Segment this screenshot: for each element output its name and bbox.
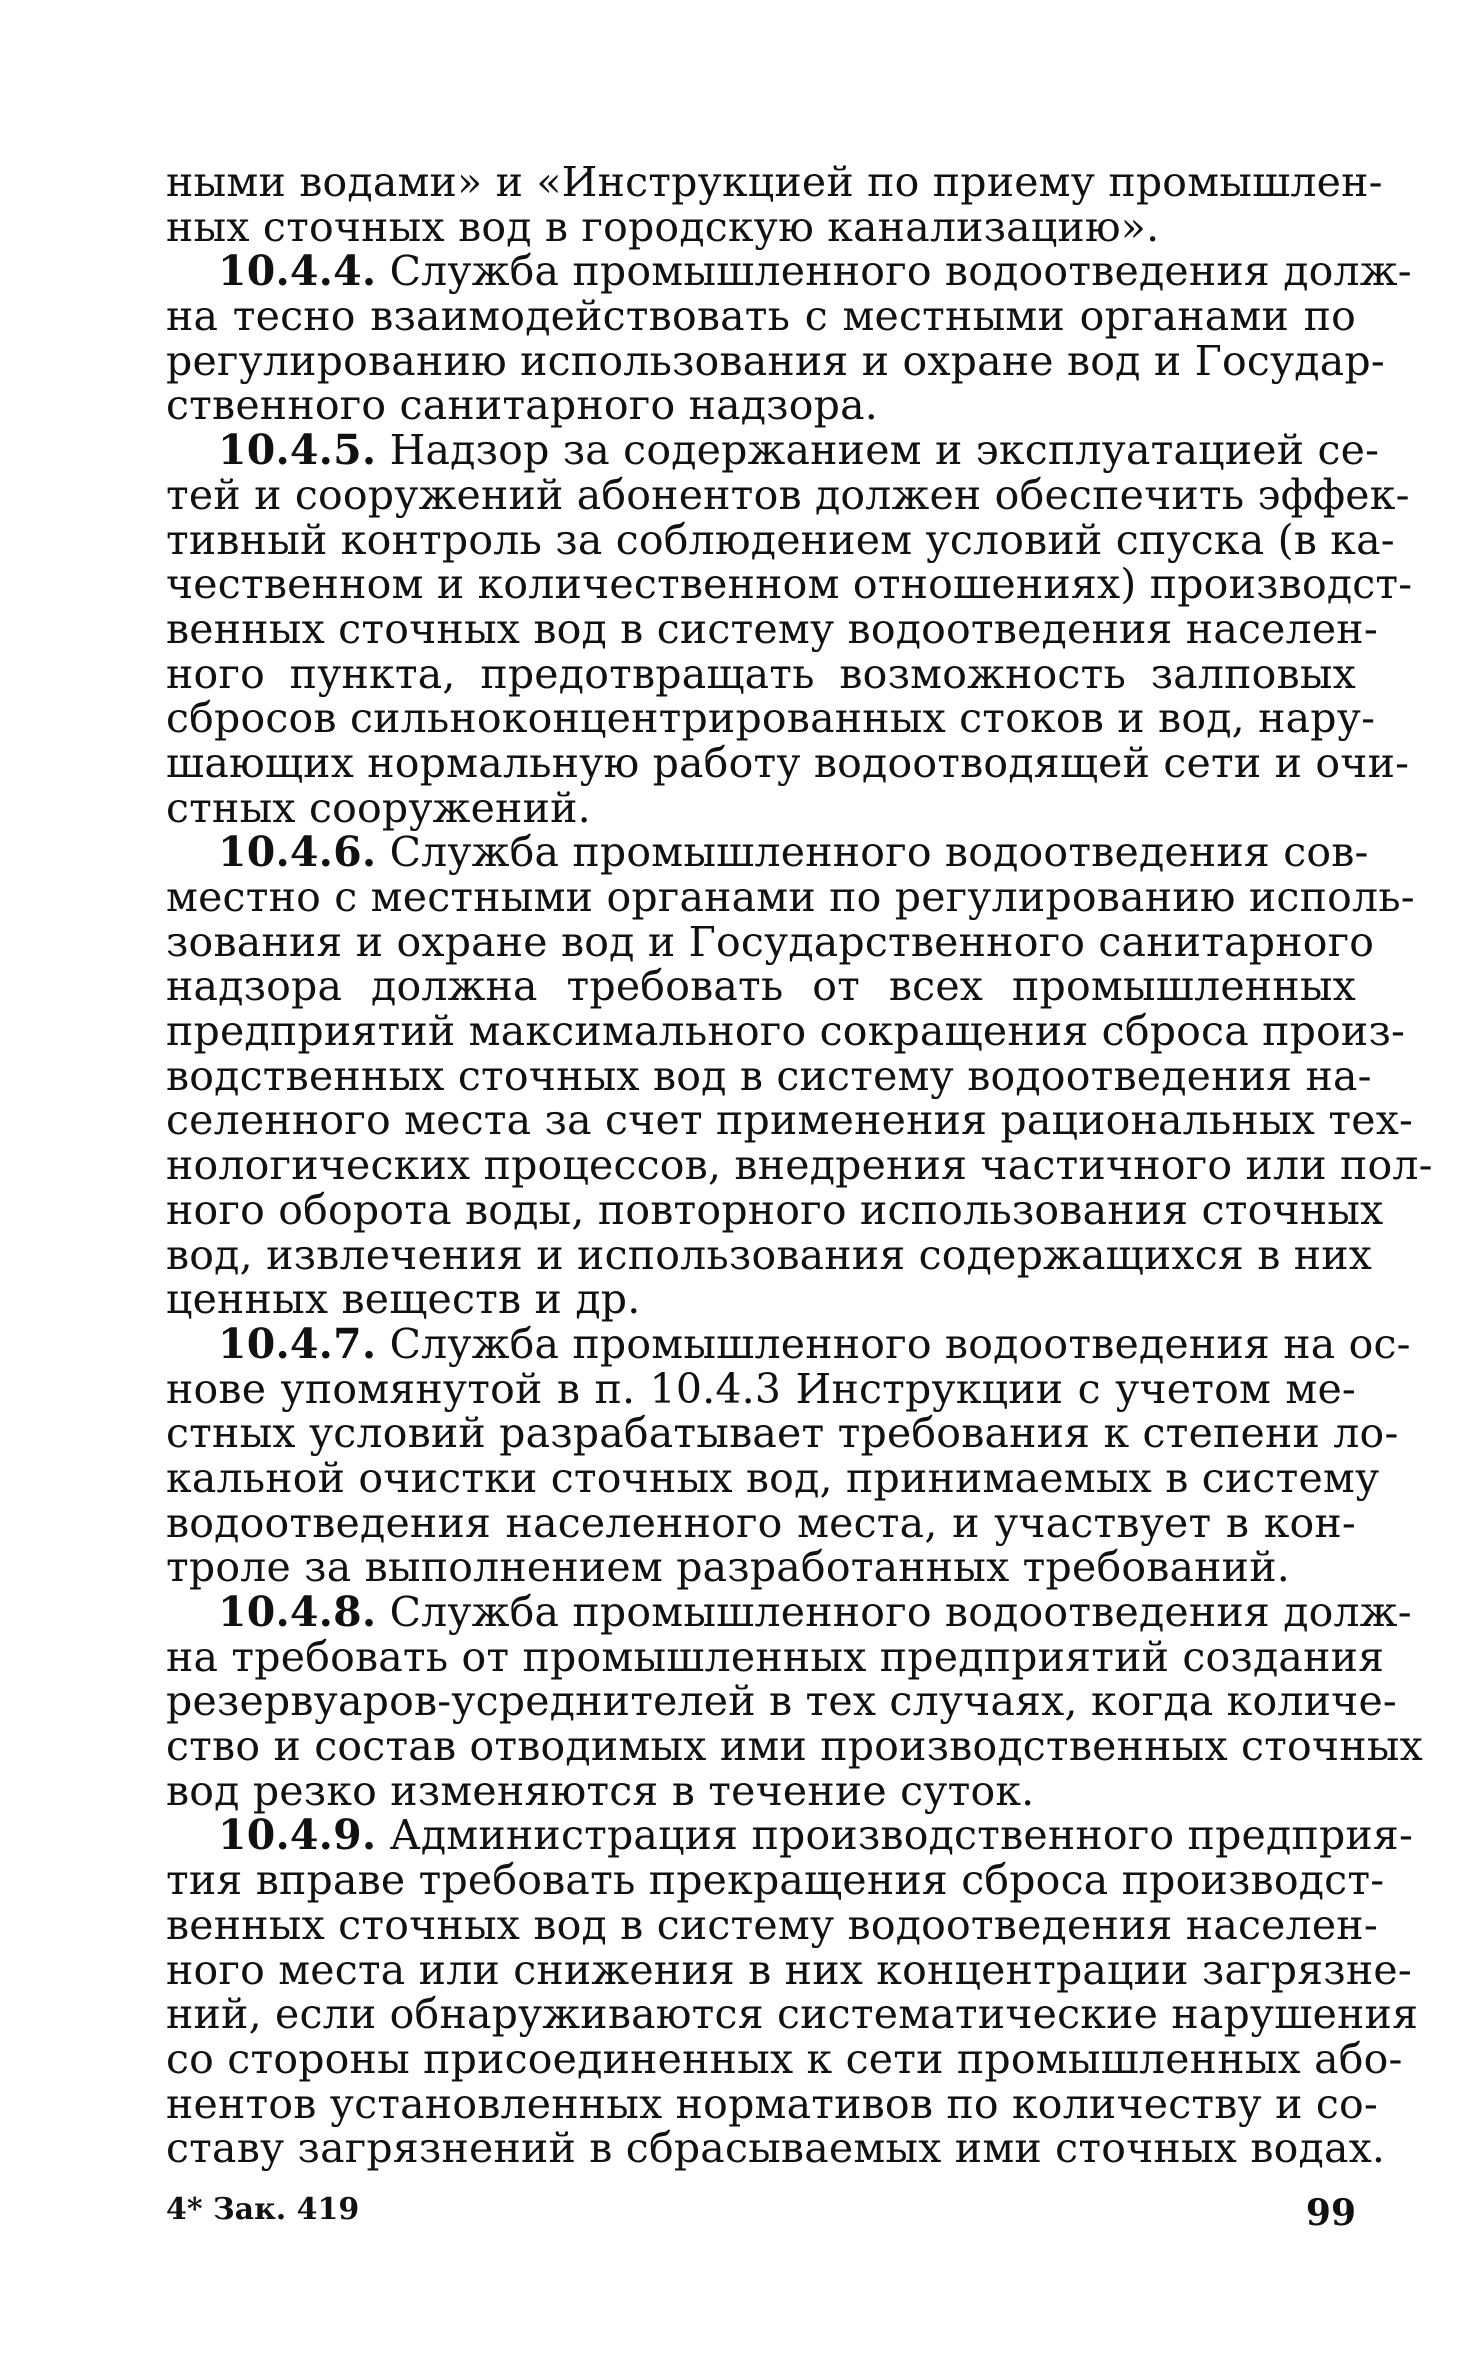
line-text: венных сточных вод в систему водоотведения населен- [166,1900,1378,1949]
line-text: Служба промышленного водоотведения долж- [376,1588,1412,1636]
line-text: ных сточных вод в городскую канализацию». [166,202,1160,251]
line-text: водоотведения населенного места, и участвует в кон- [166,1498,1356,1547]
line-text: вод резко изменяются в течение суток. [166,1766,1035,1815]
text-line [166,470,1410,519]
text-line [166,873,1415,921]
paragraph [166,247,1412,430]
line-text: нологических процессов, внедрения частичного или пол- [166,1141,1433,1190]
text-line [166,1141,1433,1190]
paragraph [166,1319,1411,1592]
line-text: регулированию использования и охране вод и Государ- [166,336,1385,385]
text-line [166,828,1369,877]
line-text: ство и состав отводимых ими производственных сточных [166,1722,1423,1771]
text-line [166,1811,1414,1860]
text-line [166,1007,1406,1056]
line-text: ственного санитарного надзора. [166,381,878,430]
line-text: тивный контроль за соблюдением условий спуска (в ка- [166,515,1395,564]
text-line [166,1319,1411,1368]
line-text: ного места или снижения в них концентрации загрязне- [166,1945,1412,1994]
line-text: стных сооружений. [166,783,591,832]
text-line [166,1364,1356,1413]
text-line [166,1453,1380,1502]
text-line [166,515,1395,564]
text-line [166,1588,1412,1636]
line-text: предприятий максимального сокращения сброса произ- [166,1007,1406,1056]
line-text: тей и сооружений абонентов должен обеспечить эффек- [166,470,1410,519]
text-line [166,2034,1403,2083]
line-text: троле за выполнением разработанных требований. [166,1543,1290,1592]
line-text: вод, извлечения и использования содержащихся в них [166,1230,1373,1279]
text-line [166,1230,1373,1279]
line-text: Администрация производственного предприя- [376,1811,1414,1860]
text-line [166,917,1375,966]
text-line [166,336,1385,385]
text-line [166,649,1356,698]
page-body [166,158,1433,2173]
text-line [166,1900,1378,1949]
line-text: Надзор за содержанием и эксплуатацией се- [376,426,1380,475]
paragraph [166,1588,1423,1815]
paragraph [166,1811,1419,2173]
clause-number: 10.4.6. [218,828,377,877]
line-text: Служба промышленного водоотведения долж- [376,247,1412,296]
text-line [166,2124,1386,2173]
line-text: ценных веществ и др. [166,1275,641,1324]
text-line [166,1498,1356,1547]
text-line [166,247,1412,296]
paragraph [166,158,1383,251]
clause-number: 10.4.7. [218,1319,377,1368]
page-footer [166,2192,1356,2236]
text-line [166,1185,1384,1234]
text-line [166,1545,1356,1590]
text-line [166,1766,1356,1815]
text-line [166,426,1380,475]
line-text: кальной очистки сточных вод, принимаемых в систему [166,1453,1380,1502]
line-text: чественном и количественном отношениях) производст- [166,560,1413,609]
line-text: венных сточных вод в систему водоотведения населен- [166,604,1378,653]
line-text: со стороны присоединенных к сети промышленных або- [166,2034,1403,2083]
text-line [166,1856,1385,1905]
text-line [166,1051,1372,1100]
line-text: стных условий разрабатывает требования к степени ло- [166,1409,1399,1458]
text-line [166,1722,1423,1771]
text-line [166,1632,1385,1681]
clause-number: 10.4.9. [218,1811,377,1860]
line-text: ний, если обнаруживаются систематические нарушения [166,1990,1419,2039]
order-mark: 4* Зак. 419 [166,2192,360,2227]
line-text: ставу загрязнений в сбрасываемых ими сточных водах. [166,2124,1386,2173]
line-text: ного пункта, предотвращать возможность залповых [166,649,1356,698]
text-line [166,1945,1412,1994]
page-number: 99 [1305,2192,1356,2234]
line-text: зования и охране вод и Государственного санитарного [166,917,1375,966]
line-text: ными водами» и «Инструкцией по приему промышлен- [166,158,1383,206]
text-line [166,1990,1419,2039]
paragraph [166,426,1413,832]
line-text: тия вправе требовать прекращения сброса производст- [166,1856,1385,1905]
line-text: нентов установленных нормативов по количеству и со- [166,2079,1378,2128]
line-text: сбросов сильноконцентрированных стоков и вод, нару- [166,694,1376,743]
line-text: Служба промышленного водоотведения на ос- [376,1319,1411,1368]
line-text: надзора должна требовать от всех промышленных [166,962,1356,1011]
clause-number: 10.4.5. [218,426,377,475]
line-text: водственных сточных вод в систему водоотведения на- [166,1051,1372,1100]
line-text: шающих нормальную работу водоотводящей сети и очи- [166,738,1410,787]
text-line [166,294,1356,339]
line-text: ного оборота воды, повторного использования сточных [166,1185,1384,1234]
text-line [166,964,1356,1009]
clause-number: 10.4.4. [218,247,377,296]
text-line [166,1096,1414,1145]
line-text: на тесно взаимодействовать с местными органами по [166,292,1356,341]
text-line [166,2079,1378,2128]
line-text: нове упомянутой в п. 10.4.3 Инструкции с учетом ме- [166,1364,1356,1413]
text-line [166,1277,1356,1322]
text-line [166,604,1378,653]
text-line [166,202,1356,251]
line-text: на требовать от промышленных предприятий создания [166,1632,1385,1681]
clause-number: 10.4.8. [218,1588,377,1636]
text-line [166,560,1413,609]
text-line [166,783,1356,832]
text-line [166,1677,1397,1726]
line-text: резервуаров-усреднителей в тех случаях, когда количе- [166,1677,1397,1726]
text-line [166,694,1376,743]
line-text: Служба промышленного водоотведения сов- [376,828,1369,877]
text-line [166,383,1356,428]
text-line [166,738,1410,787]
text-line [166,158,1383,206]
line-text: местно с местными органами по регулированию исполь- [166,873,1415,921]
text-line [166,1409,1399,1458]
line-text: селенного места за счет применения рациональных тех- [166,1096,1414,1145]
paragraph [166,828,1433,1324]
